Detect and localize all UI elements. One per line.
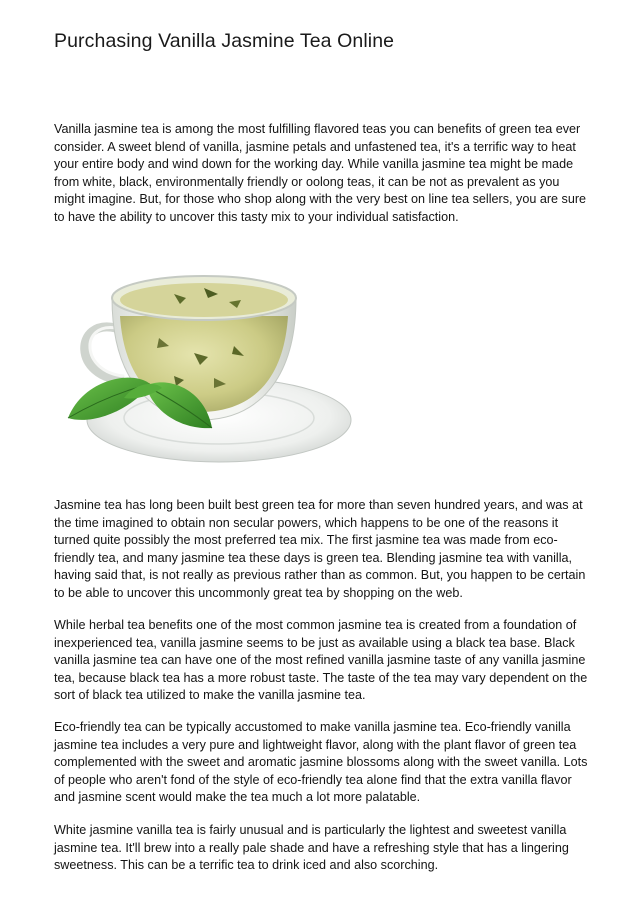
paragraph-intro: Vanilla jasmine tea is among the most fulfilling flavored teas you can benefits of green tea ever consider. A sweet blend of vanilla, jasmine petals and unfastened tea, it's a terrific way to heat your entire body and wind down for the working day. While vanilla jasmine tea might be made from white, black, environmentally friendly or oolong teas, it can be not as prevalent as you might imagine. But, for those who shop along with the very best on line tea sellers, you are sure to have the ability to uncover this tasty mix to your individual satisfaction. [54,122,587,224]
paragraph-green-tea: Eco-friendly tea can be typically accustomed to make vanilla jasmine tea. Eco-friendly vanilla jasmine tea includes a very pure and lightweight flavor, along with the plant flavor of green tea complemented with the sweet and aromatic jasmine blossoms along with the sweet vanilla. Lots of people who aren't fond of the style of eco-friendly tea alone find that the extra vanilla flavor and jasmine scent would make the tea much a lot more palatable. [54,720,588,805]
tea-cup-photo [54,258,354,483]
paragraph-black-tea: While herbal tea benefits one of the most common jasmine tea is created from a foundation of inexperienced tea, vanilla jasmine seems to be just as available using a black tea base. Black vanilla jasmine tea can have one of the most refined vanilla jasmine taste of any vanilla jasmine tea, because black tea has a more robust taste. The taste of the tea may vary dependent on the sort of black tea utilized to make the vanilla jasmine tea. [54,618,588,703]
paragraph-white-tea: White jasmine vanilla tea is fairly unusual and is particularly the lightest and sweetest vanilla jasmine tea. It'll brew into a really pale shade and have a refreshing style that has a lingering sweetness. This can be a terrific tea to drink iced and also scorching. [54,823,569,873]
paragraph-history: Jasmine tea has long been built best green tea for more than seven hundred years, and was at the time imagined to obtain non secular powers, which happens to be one of the reasons it turned quite possibly the most preferred tea mix. The first jasmine tea was made from eco-friendly tea, and many jasmine tea these days is green tea. Blending jasmine tea with vanilla, having said that, is not really as previous rather than as common. But, you happen to be certain to be able to uncover this uncommonly great tea by shopping on the web. [54,498,586,600]
page-title: Purchasing Vanilla Jasmine Tea Online [54,30,395,52]
